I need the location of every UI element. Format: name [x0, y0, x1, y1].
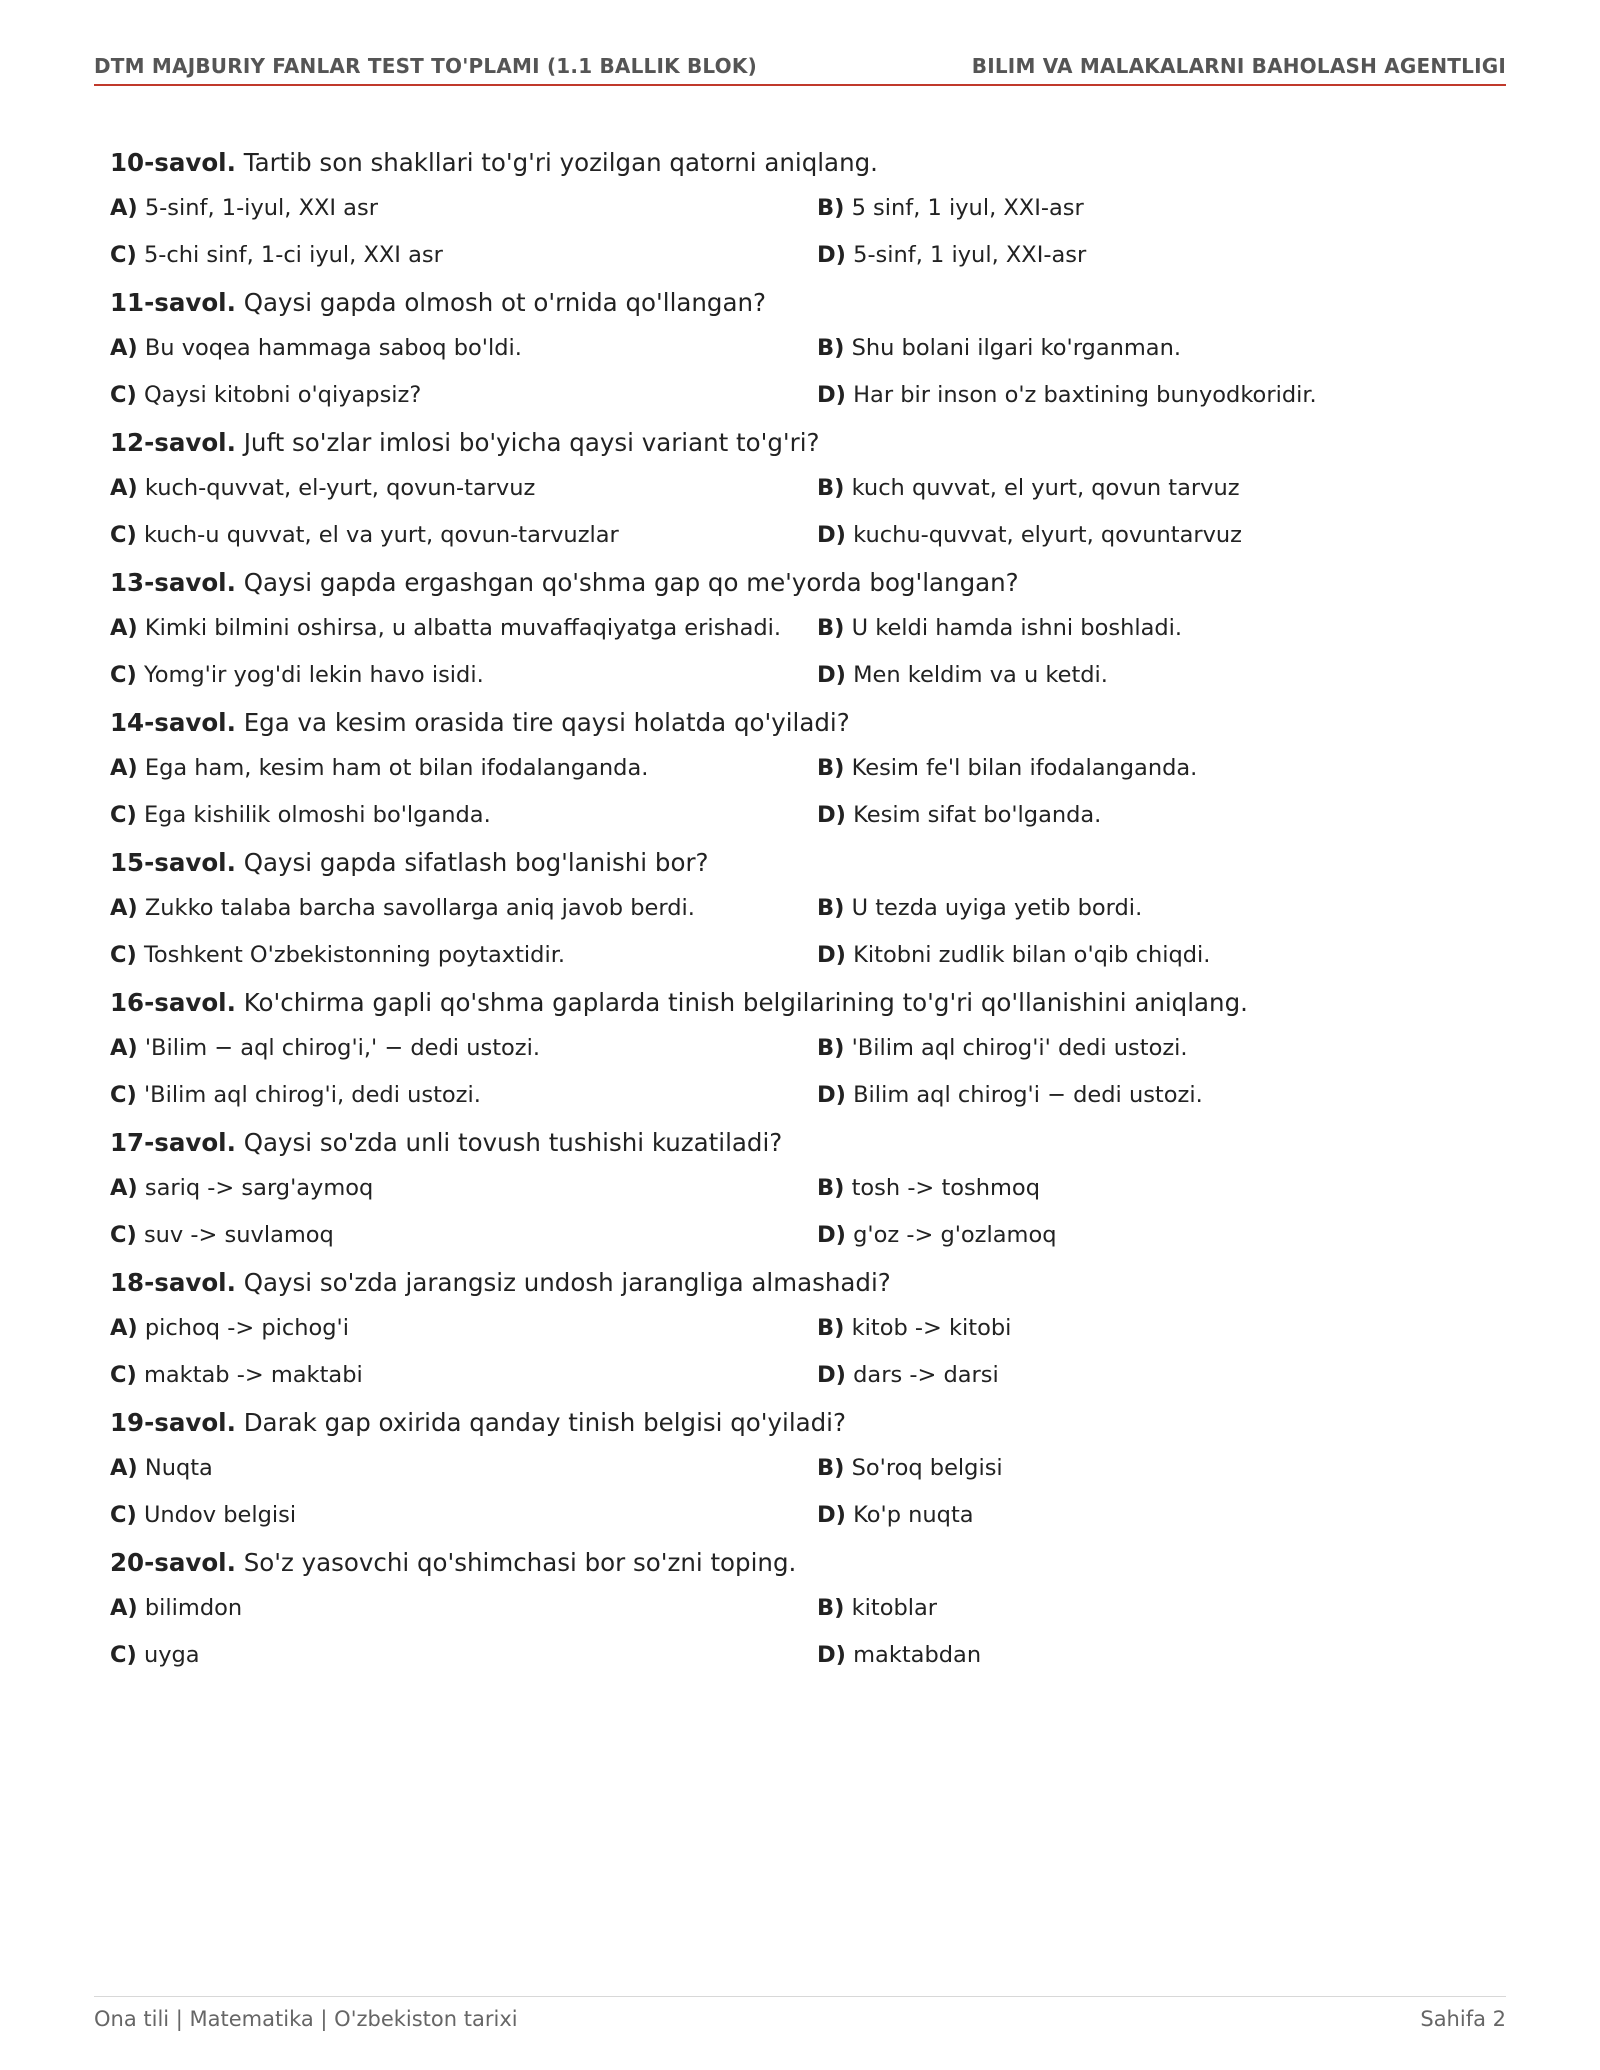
- answer-option: [110, 239, 817, 271]
- option-letter: B): [817, 1595, 845, 1621]
- option-text: kuch quvvat, el yurt, qovun tarvuz: [851, 475, 1240, 501]
- question-line: [110, 566, 1390, 600]
- answer-option: [817, 1452, 1390, 1484]
- question: [110, 986, 1390, 1111]
- question-number: 10-savol.: [110, 148, 236, 177]
- answer-option: [110, 1032, 817, 1064]
- question: [110, 286, 1390, 411]
- answer-option: [110, 752, 817, 784]
- answer-option: [110, 1359, 817, 1391]
- answer-option: [110, 472, 817, 504]
- options-row: [110, 799, 1390, 831]
- option-text: Kesim fe'l bilan ifodalanganda.: [851, 755, 1198, 781]
- answer-option: [110, 332, 817, 364]
- answer-option: [817, 239, 1390, 271]
- option-text: sariq -> sarg'aymoq: [144, 1175, 374, 1201]
- question-text: Juft so'zlar imlosi bo'yicha qaysi variant to'g'ri?: [243, 428, 820, 457]
- option-letter: C): [110, 242, 137, 268]
- option-letter: D): [817, 1222, 846, 1248]
- question: [110, 706, 1390, 831]
- options-row: [110, 1452, 1390, 1484]
- option-text: kitoblar: [851, 1595, 938, 1621]
- option-letter: C): [110, 662, 137, 688]
- option-letter: D): [817, 942, 846, 968]
- question-number: 18-savol.: [110, 1268, 236, 1297]
- answer-option: [110, 1172, 817, 1204]
- option-text: 'Bilim aql chirog'i' dedi ustozi.: [851, 1035, 1188, 1061]
- question-text: So'z yasovchi qo'shimchasi bor so'zni toping.: [243, 1548, 797, 1577]
- option-text: suv -> suvlamoq: [143, 1222, 334, 1248]
- answer-option: [110, 1592, 817, 1624]
- option-text: So'roq belgisi: [851, 1455, 1003, 1481]
- option-letter: C): [110, 1082, 137, 1108]
- option-text: Ko'p nuqta: [853, 1502, 974, 1528]
- option-letter: B): [817, 475, 845, 501]
- option-letter: C): [110, 1642, 137, 1668]
- option-letter: D): [817, 802, 846, 828]
- answer-option: [110, 892, 817, 924]
- option-letter: C): [110, 1222, 137, 1248]
- options-row: [110, 1312, 1390, 1344]
- option-text: Undov belgisi: [143, 1502, 297, 1528]
- question-number: 12-savol.: [110, 428, 236, 457]
- option-letter: A): [110, 195, 138, 221]
- option-text: pichoq -> pichog'i: [144, 1315, 349, 1341]
- options-row: [110, 1219, 1390, 1251]
- answer-option: [817, 192, 1390, 224]
- option-letter: A): [110, 475, 138, 501]
- answer-option: [110, 192, 817, 224]
- option-letter: A): [110, 755, 138, 781]
- question: [110, 1126, 1390, 1251]
- options-row: [110, 379, 1390, 411]
- question-text: Tartib son shakllari to'g'ri yozilgan qatorni aniqlang.: [243, 148, 878, 177]
- options-row: [110, 1032, 1390, 1064]
- option-text: uyga: [143, 1642, 200, 1668]
- option-text: g'oz -> g'ozlamoq: [853, 1222, 1057, 1248]
- question-text: Qaysi gapda olmosh ot o'rnida qo'llangan?: [243, 288, 767, 317]
- option-letter: B): [817, 615, 845, 641]
- option-text: Qaysi kitobni o'qiyapsiz?: [143, 382, 422, 408]
- option-letter: D): [817, 662, 846, 688]
- option-letter: A): [110, 1315, 138, 1341]
- answer-option: [110, 612, 817, 644]
- question-text: Qaysi so'zda unli tovush tushishi kuzatiladi?: [243, 1128, 783, 1157]
- option-letter: D): [817, 1642, 846, 1668]
- option-text: Toshkent O'zbekistonning poytaxtidir.: [143, 942, 566, 968]
- option-text: U tezda uyiga yetib bordi.: [851, 895, 1143, 921]
- option-text: dars -> darsi: [853, 1362, 999, 1388]
- options-row: [110, 752, 1390, 784]
- question: [110, 1266, 1390, 1391]
- question-number: 13-savol.: [110, 568, 236, 597]
- question-number: 17-savol.: [110, 1128, 236, 1157]
- options-row: [110, 612, 1390, 644]
- answer-option: [110, 1452, 817, 1484]
- question-text: Qaysi so'zda jarangsiz undosh jarangliga almashadi?: [243, 1268, 891, 1297]
- option-letter: C): [110, 522, 137, 548]
- options-row: [110, 1499, 1390, 1531]
- answer-option: [817, 1312, 1390, 1344]
- question-number: 20-savol.: [110, 1548, 236, 1577]
- answer-option: [817, 612, 1390, 644]
- answer-option: [817, 379, 1390, 411]
- options-row: [110, 659, 1390, 691]
- options-row: [110, 332, 1390, 364]
- option-text: Bu voqea hammaga saboq bo'ldi.: [144, 335, 522, 361]
- option-letter: A): [110, 1035, 138, 1061]
- option-letter: B): [817, 195, 845, 221]
- question-line: [110, 1126, 1390, 1160]
- option-letter: A): [110, 1175, 138, 1201]
- answer-option: [110, 1079, 817, 1111]
- option-letter: C): [110, 1502, 137, 1528]
- answer-option: [817, 472, 1390, 504]
- question-line: [110, 1266, 1390, 1300]
- option-letter: C): [110, 382, 137, 408]
- answer-option: [817, 1639, 1390, 1671]
- option-letter: A): [110, 615, 138, 641]
- question-text: Ko'chirma gapli qo'shma gaplarda tinish belgilarining to'g'ri qo'llanishini aniqlang.: [243, 988, 1248, 1017]
- option-letter: B): [817, 1455, 845, 1481]
- option-letter: B): [817, 895, 845, 921]
- option-text: 5-sinf, 1 iyul, XXI-asr: [853, 242, 1087, 268]
- option-text: 5 sinf, 1 iyul, XXI-asr: [851, 195, 1084, 221]
- option-letter: B): [817, 755, 845, 781]
- header-title: DTM MAJBURIY FANLAR TEST TO'PLAMI (1.1 BALLIK BLOK): [94, 54, 757, 78]
- options-row: [110, 1592, 1390, 1624]
- options-row: [110, 1359, 1390, 1391]
- options-row: [110, 1639, 1390, 1671]
- question-number: 15-savol.: [110, 848, 236, 877]
- answer-option: [817, 332, 1390, 364]
- answer-option: [110, 1219, 817, 1251]
- page-footer: [94, 1996, 1506, 2037]
- questions-list: [110, 146, 1390, 1686]
- question-number: 16-savol.: [110, 988, 236, 1017]
- answer-option: [817, 799, 1390, 831]
- option-letter: D): [817, 1502, 846, 1528]
- option-text: kuch-u quvvat, el va yurt, qovun-tarvuzlar: [143, 522, 619, 548]
- options-row: [110, 192, 1390, 224]
- option-text: bilimdon: [144, 1595, 243, 1621]
- option-text: Kitobni zudlik bilan o'qib chiqdi.: [853, 942, 1211, 968]
- option-text: 5-sinf, 1-iyul, XXI asr: [144, 195, 378, 221]
- answer-option: [817, 892, 1390, 924]
- option-letter: C): [110, 1362, 137, 1388]
- header-agency: BILIM VA MALAKALARNI BAHOLASH AGENTLIGI: [971, 54, 1506, 78]
- answer-option: [110, 1499, 817, 1531]
- answer-option: [817, 519, 1390, 551]
- options-row: [110, 892, 1390, 924]
- option-text: kitob -> kitobi: [851, 1315, 1012, 1341]
- question-line: [110, 1406, 1390, 1440]
- options-row: [110, 472, 1390, 504]
- question-number: 14-savol.: [110, 708, 236, 737]
- options-row: [110, 939, 1390, 971]
- question-text: Ega va kesim orasida tire qaysi holatda qo'yiladi?: [243, 708, 850, 737]
- question-line: [110, 1546, 1390, 1580]
- options-row: [110, 1172, 1390, 1204]
- question: [110, 1406, 1390, 1531]
- answer-option: [817, 939, 1390, 971]
- option-text: Nuqta: [144, 1455, 213, 1481]
- footer-subjects: Ona tili | Matematika | O'zbekiston tarixi: [94, 2007, 518, 2031]
- option-text: 5-chi sinf, 1-ci iyul, XXI asr: [143, 242, 443, 268]
- question-text: Qaysi gapda ergashgan qo'shma gap qo me'yorda bog'langan?: [243, 568, 1019, 597]
- option-text: Bilim aql chirog'i − dedi ustozi.: [853, 1082, 1203, 1108]
- option-letter: C): [110, 802, 137, 828]
- option-letter: B): [817, 1035, 845, 1061]
- question-number: 11-savol.: [110, 288, 236, 317]
- option-text: 'Bilim aql chirog'i, dedi ustozi.: [143, 1082, 481, 1108]
- option-text: kuch-quvvat, el-yurt, qovun-tarvuz: [144, 475, 536, 501]
- option-text: kuchu-quvvat, elyurt, qovuntarvuz: [853, 522, 1242, 548]
- option-text: 'Bilim − aql chirog'i,' − dedi ustozi.: [144, 1035, 540, 1061]
- option-letter: A): [110, 1595, 138, 1621]
- question: [110, 426, 1390, 551]
- option-letter: A): [110, 335, 138, 361]
- answer-option: [817, 1079, 1390, 1111]
- option-text: maktab -> maktabi: [143, 1362, 363, 1388]
- page-number: Sahifa 2: [1420, 2007, 1506, 2031]
- answer-option: [817, 1592, 1390, 1624]
- question-line: [110, 426, 1390, 460]
- option-letter: C): [110, 942, 137, 968]
- answer-option: [110, 519, 817, 551]
- option-letter: B): [817, 335, 845, 361]
- option-text: U keldi hamda ishni boshladi.: [851, 615, 1183, 641]
- question-line: [110, 986, 1390, 1020]
- answer-option: [110, 1312, 817, 1344]
- question: [110, 1546, 1390, 1671]
- answer-option: [817, 1359, 1390, 1391]
- options-row: [110, 519, 1390, 551]
- question: [110, 146, 1390, 271]
- option-text: Men keldim va u ketdi.: [853, 662, 1108, 688]
- question-line: [110, 706, 1390, 740]
- option-letter: A): [110, 895, 138, 921]
- option-text: maktabdan: [853, 1642, 982, 1668]
- option-letter: D): [817, 522, 846, 548]
- answer-option: [817, 1172, 1390, 1204]
- option-text: Kesim sifat bo'lganda.: [853, 802, 1102, 828]
- question-text: Darak gap oxirida qanday tinish belgisi qo'yiladi?: [243, 1408, 846, 1437]
- answer-option: [817, 659, 1390, 691]
- option-letter: D): [817, 382, 846, 408]
- option-letter: D): [817, 242, 846, 268]
- question-line: [110, 286, 1390, 320]
- answer-option: [817, 1032, 1390, 1064]
- option-text: Ega kishilik olmoshi bo'lganda.: [143, 802, 491, 828]
- option-letter: D): [817, 1362, 846, 1388]
- option-letter: B): [817, 1315, 845, 1341]
- answer-option: [817, 1499, 1390, 1531]
- option-text: tosh -> toshmoq: [851, 1175, 1040, 1201]
- answer-option: [817, 752, 1390, 784]
- answer-option: [110, 939, 817, 971]
- question: [110, 846, 1390, 971]
- answer-option: [817, 1219, 1390, 1251]
- answer-option: [110, 799, 817, 831]
- question: [110, 566, 1390, 691]
- option-letter: D): [817, 1082, 846, 1108]
- option-letter: B): [817, 1175, 845, 1201]
- question-line: [110, 846, 1390, 880]
- answer-option: [110, 659, 817, 691]
- option-text: Ega ham, kesim ham ot bilan ifodalanganda.: [144, 755, 649, 781]
- question-text: Qaysi gapda sifatlash bog'lanishi bor?: [243, 848, 709, 877]
- question-line: [110, 146, 1390, 180]
- answer-option: [110, 1639, 817, 1671]
- options-row: [110, 239, 1390, 271]
- question-number: 19-savol.: [110, 1408, 236, 1437]
- option-letter: A): [110, 1455, 138, 1481]
- option-text: Har bir inson o'z baxtining bunyodkoridir.: [853, 382, 1317, 408]
- option-text: Kimki bilmini oshirsa, u albatta muvaffaqiyatga erishadi.: [144, 615, 782, 641]
- option-text: Yomg'ir yog'di lekin havo isidi.: [143, 662, 484, 688]
- page-header: [94, 50, 1506, 86]
- option-text: Shu bolani ilgari ko'rganman.: [851, 335, 1182, 361]
- options-row: [110, 1079, 1390, 1111]
- option-text: Zukko talaba barcha savollarga aniq javob berdi.: [144, 895, 695, 921]
- answer-option: [110, 379, 817, 411]
